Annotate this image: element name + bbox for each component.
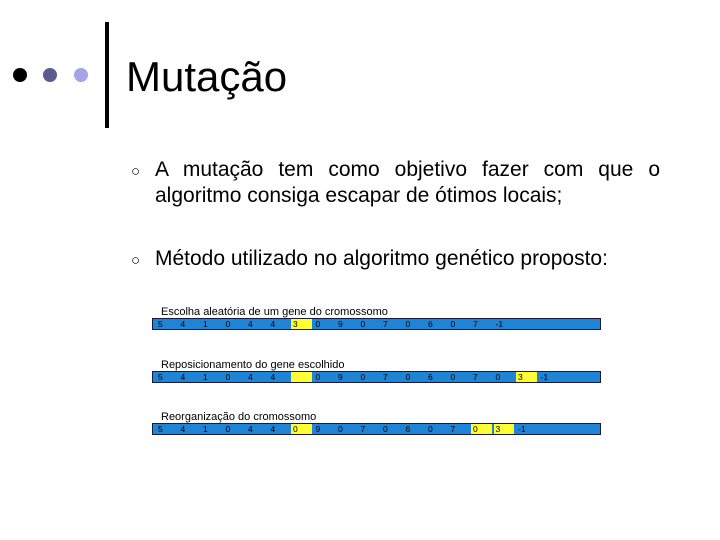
gene-cell: 0 <box>225 424 231 434</box>
gene-cell: 0 <box>471 424 492 434</box>
gene-cell: 0 <box>495 372 501 382</box>
title-divider <box>105 22 109 128</box>
gene-cell: -1 <box>540 372 549 382</box>
gene-cell: 0 <box>225 372 231 382</box>
bullet-marker-2: ○ <box>131 252 141 269</box>
gene-cell: 1 <box>203 424 208 434</box>
gene-cell: 5 <box>158 424 163 434</box>
bullet-1-line-1: A mutação tem como objetivo fazer com que o <box>155 158 660 181</box>
gene-cell: 9 <box>315 424 321 434</box>
row-caption: Reorganização do cromossomo <box>161 411 317 423</box>
gene-cell: 0 <box>450 319 456 329</box>
gene-cell: 0 <box>315 372 321 382</box>
gene-cell: 0 <box>383 424 388 434</box>
gene-cell: 7 <box>450 424 456 434</box>
decor-dot-lavender <box>74 68 88 82</box>
gene-cell: 0 <box>450 372 456 382</box>
gene-cell: 4 <box>180 424 186 434</box>
gene-cell: 1 <box>203 372 208 382</box>
gene-cell: 0 <box>315 319 321 329</box>
gene-cell: 0 <box>360 372 366 382</box>
gene-cell: 7 <box>473 372 478 382</box>
gene-cell: 5 <box>158 319 163 329</box>
chromosome-row <box>152 318 601 330</box>
gene-cell: 3 <box>494 424 515 434</box>
gene-cell: 0 <box>338 424 343 434</box>
gene-cell: 0 <box>360 319 366 329</box>
gene-cell: 4 <box>270 424 276 434</box>
bullet-1-line-2: algoritmo consiga escapar de ótimos locais; <box>155 184 563 207</box>
gene-cell: -1 <box>495 319 504 329</box>
chromosome-row <box>152 371 601 383</box>
gene-cell: 0 <box>291 424 312 434</box>
gene-cell: 6 <box>428 319 433 329</box>
gene-cell: 7 <box>360 424 366 434</box>
chromosome-row <box>152 423 601 435</box>
gene-cell: 4 <box>248 372 253 382</box>
gene-cell: 4 <box>270 372 276 382</box>
gene-cell: 1 <box>203 319 208 329</box>
gene-cell: 0 <box>405 319 411 329</box>
gene-cell: 3 <box>291 319 312 329</box>
row-caption: Escolha aleatória de um gene do cromossomo <box>161 306 388 318</box>
decor-dot-purple <box>43 68 57 82</box>
bullet-marker-1: ○ <box>131 163 141 180</box>
gene-cell: -1 <box>518 424 526 434</box>
gene-cell: 6 <box>405 424 411 434</box>
gene-cell: 4 <box>248 424 253 434</box>
gene-cell: 4 <box>248 319 253 329</box>
gene-cell: 3 <box>516 372 537 382</box>
gene-cell: 5 <box>158 372 163 382</box>
gene-cell <box>291 372 312 382</box>
gene-cell: 4 <box>180 372 186 382</box>
gene-cell: 0 <box>405 372 411 382</box>
gene-cell: 4 <box>270 319 276 329</box>
gene-cell: 4 <box>180 319 186 329</box>
decor-dot-black <box>13 68 27 82</box>
row-caption: Reposicionamento do gene escolhido <box>161 359 345 371</box>
bullet-2: Método utilizado no algoritmo genético proposto: <box>155 247 608 270</box>
gene-cell: 9 <box>338 319 343 329</box>
gene-cell: 0 <box>225 319 231 329</box>
gene-cell: 7 <box>473 319 478 329</box>
slide-title: Mutação <box>126 53 288 100</box>
gene-cell: 9 <box>338 372 343 382</box>
gene-cell: 7 <box>383 319 388 329</box>
gene-cell: 0 <box>428 424 433 434</box>
gene-cell: 7 <box>383 372 388 382</box>
gene-cell: 6 <box>428 372 433 382</box>
